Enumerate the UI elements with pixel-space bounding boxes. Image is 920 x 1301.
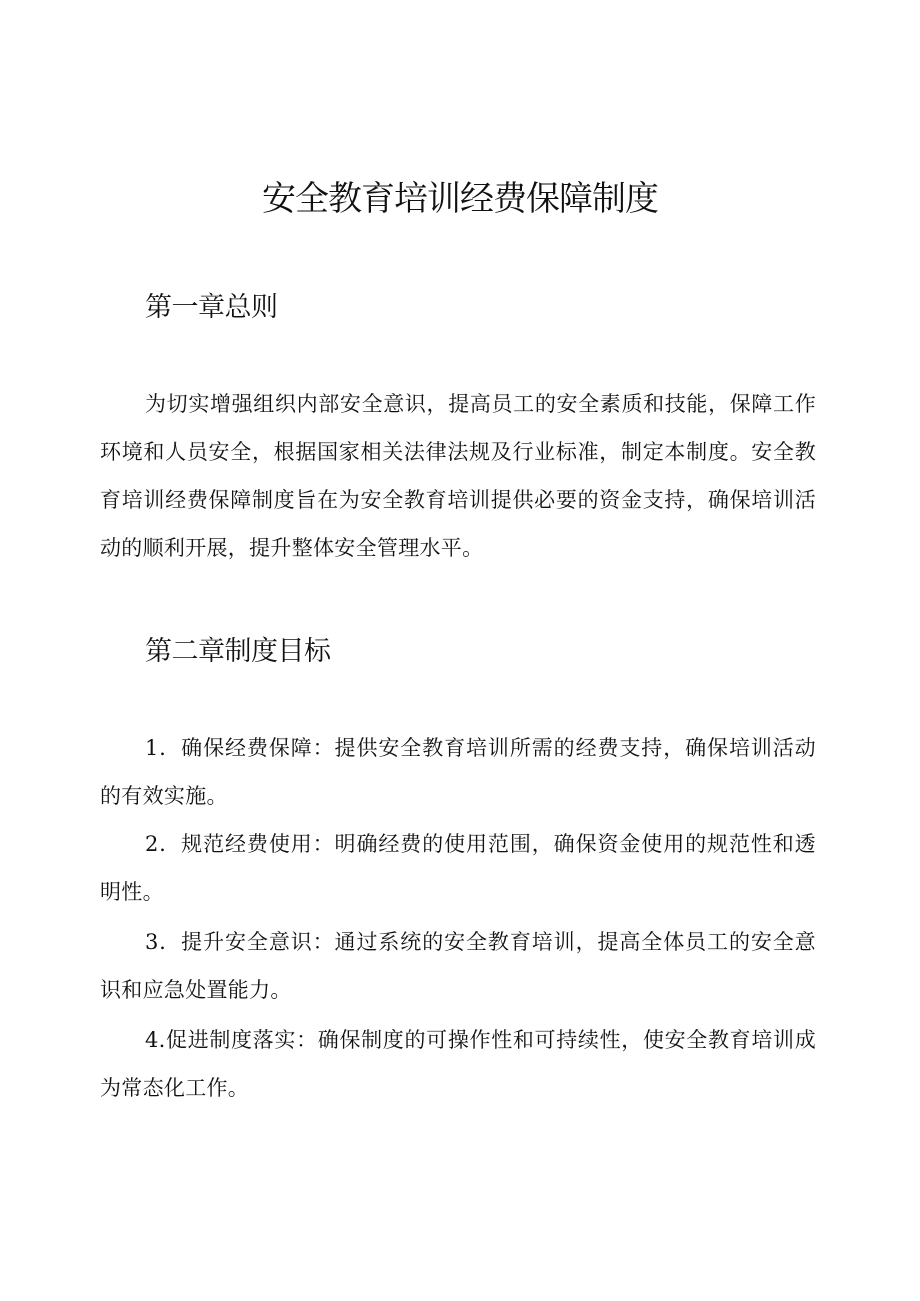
- document-title: 安全教育培训经费保障制度: [262, 179, 658, 219]
- goal-item-4: 4.促进制度落实：确保制度的可操作性和可持续性，使安全教育培训成为常态化工作。: [100, 1028, 816, 1100]
- chapter-1-paragraph: 为切实增强组织内部安全意识，提高员工的安全素质和技能，保障工作环境和人员安全，根据国家相关法律法规及行业标准，制定本制度。安全教育培训经费保障制度旨在为安全教育培训提供必要的资金支持，确保培训活动的顺利开展，提升整体安全管理水平。: [100, 392, 816, 560]
- goal-item-1: 1．确保经费保障：提供安全教育培训所需的经费支持，确保培训活动的有效实施。: [100, 736, 816, 808]
- chapter-2-heading: 第二章制度目标: [145, 636, 331, 667]
- goal-item-2: 2．规范经费使用：明确经费的使用范围，确保资金使用的规范性和透明性。: [100, 832, 816, 904]
- chapter-1-heading: 第一章总则: [145, 292, 278, 323]
- goal-item-3: 3．提升安全意识：通过系统的安全教育培训，提高全体员工的安全意识和应急处置能力。: [100, 930, 816, 1002]
